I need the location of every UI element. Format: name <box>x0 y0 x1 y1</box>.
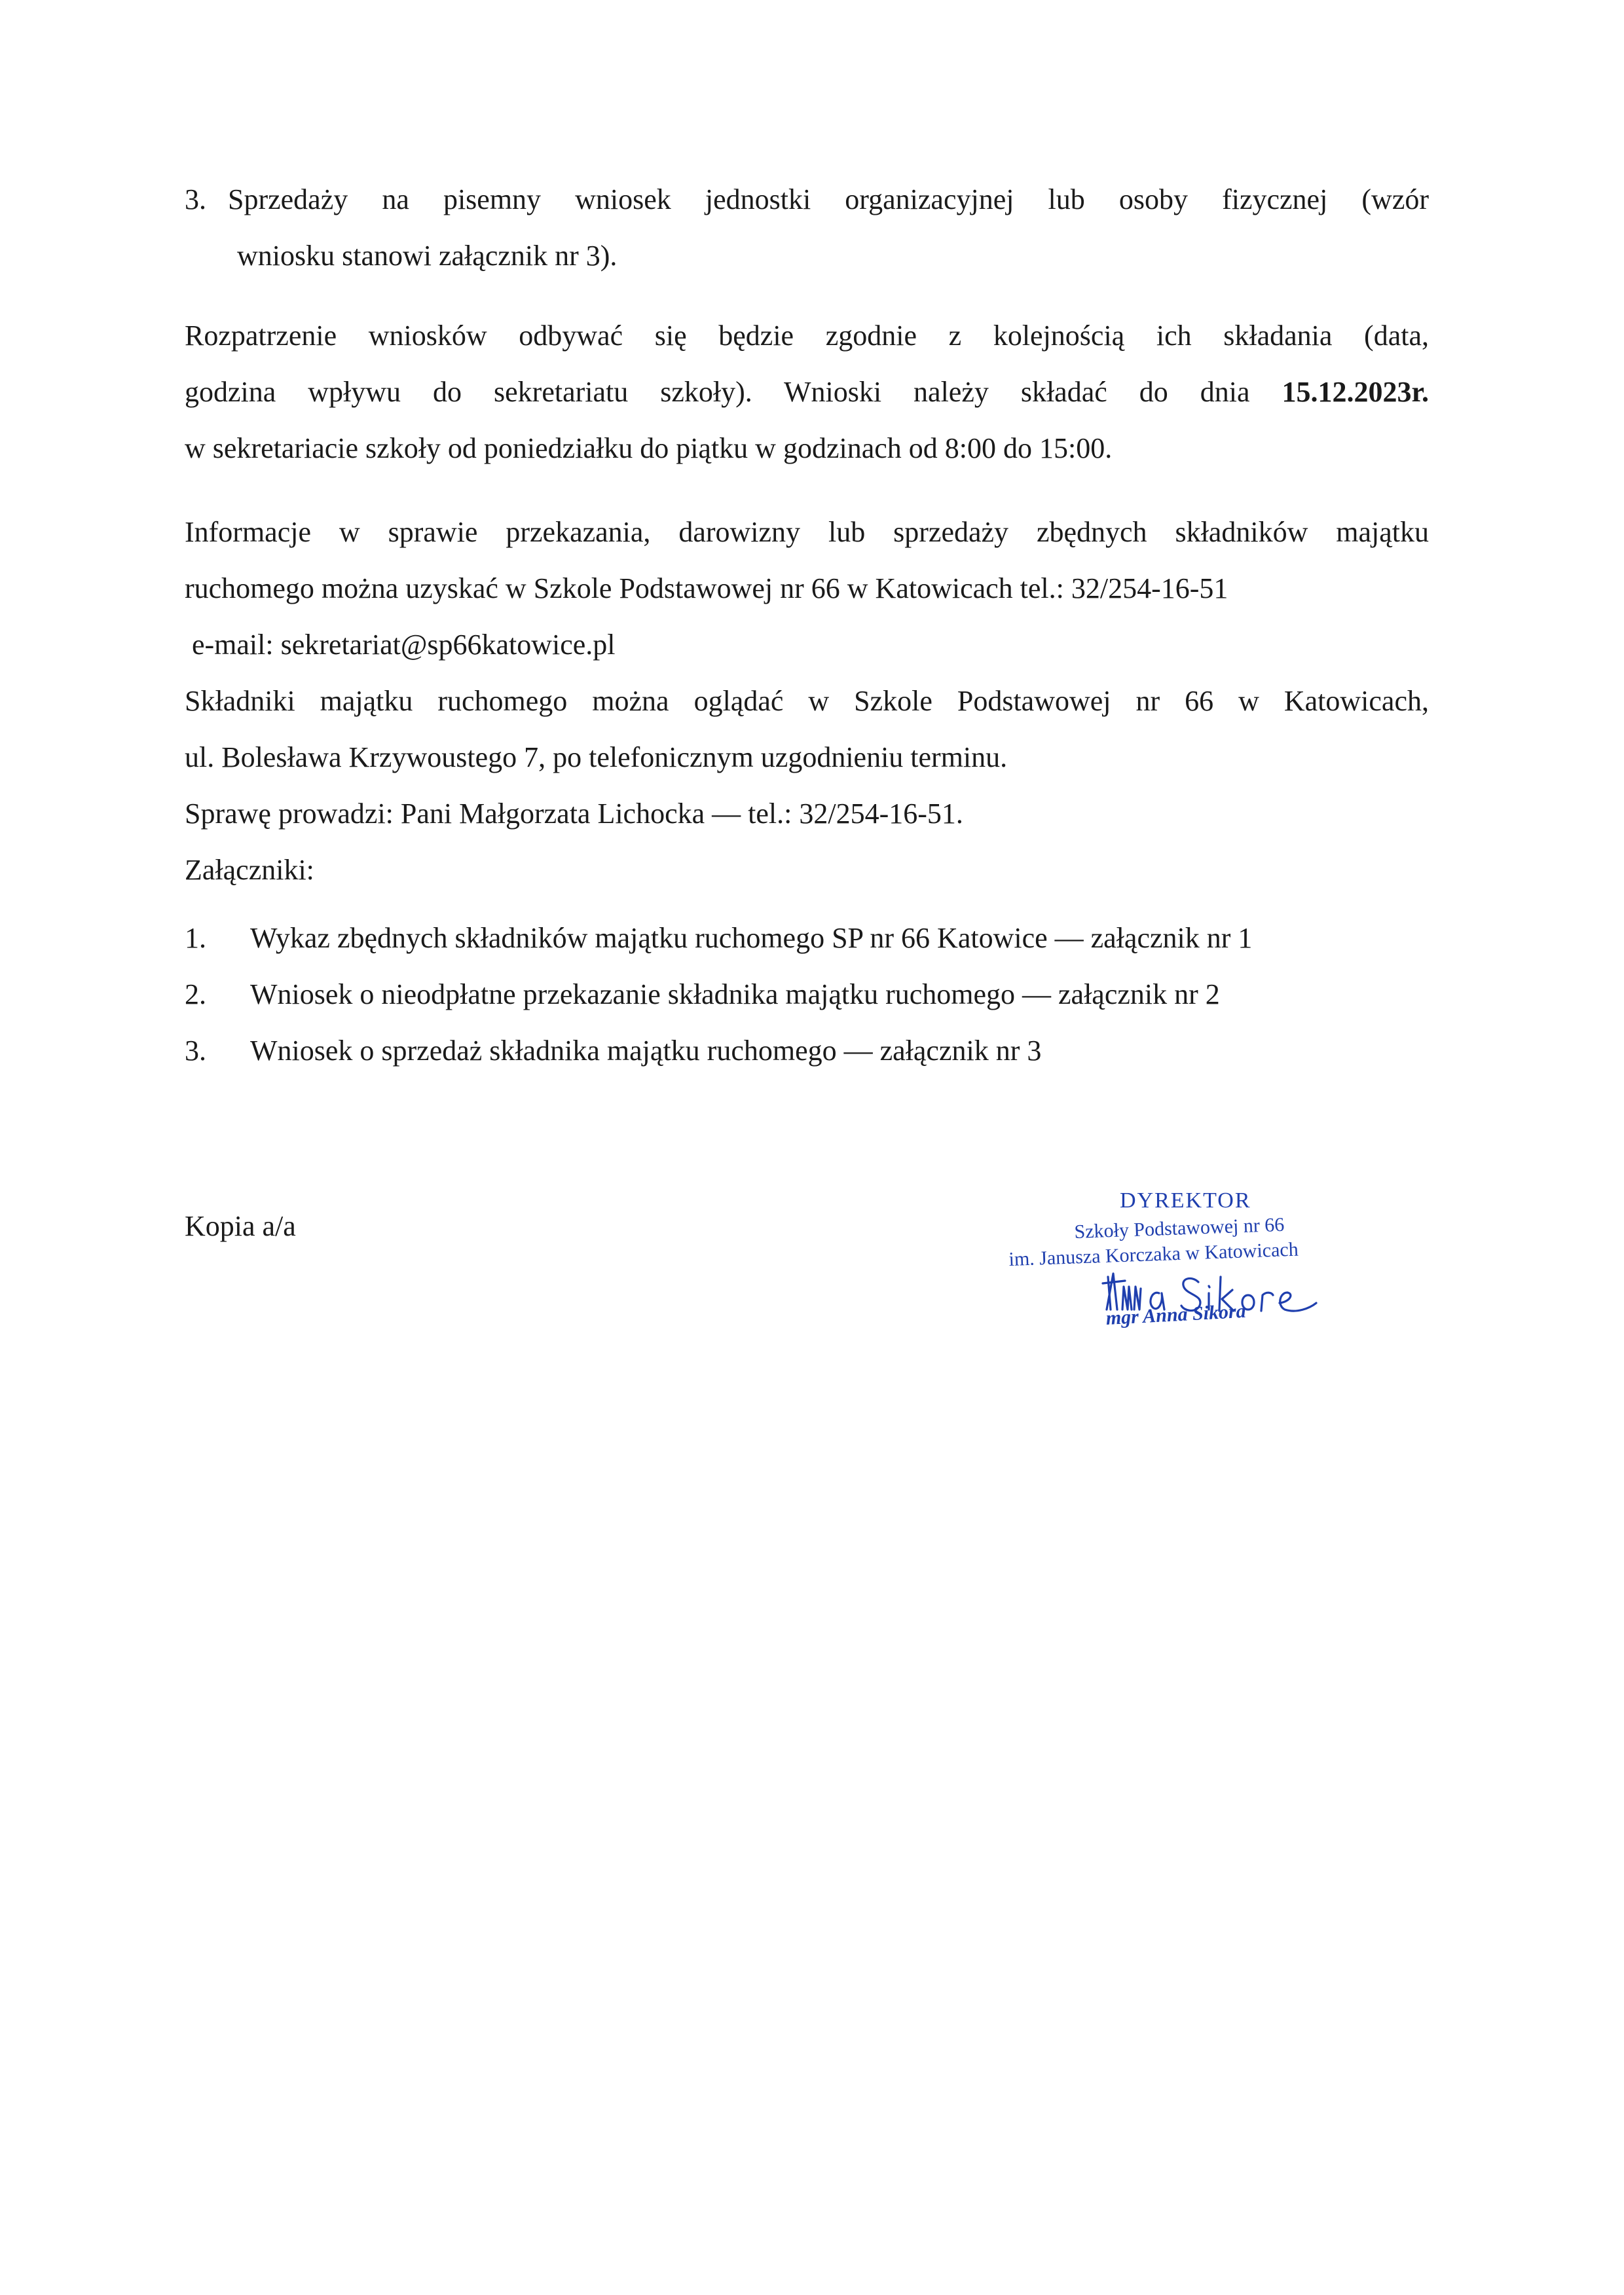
paragraph1-line3: w sekretariacie szkoły od poniedziałku do piątku w godzinach od 8:00 do 15:00. <box>185 432 1113 464</box>
attachment-number: 1. <box>185 922 206 954</box>
item3-number: 3. <box>185 183 206 215</box>
paragraph1-line1: Rozpatrzenie wniosków odbywać się będzie zgodnie z kolejnością ich składania (data, <box>185 320 1429 352</box>
stamp-school-patron: im. Janusza Korczaka w Katowicach <box>1008 1238 1299 1270</box>
attachment-item <box>185 966 1429 1023</box>
attachment-number: 2. <box>185 978 206 1010</box>
paragraph-review <box>185 308 1429 477</box>
attachment-text: Wykaz zbędnych składników majątku ruchomego SP nr 66 Katowice — załącznik nr 1 <box>250 922 1253 954</box>
stamp-title: DYREKTOR <box>1120 1188 1251 1213</box>
attachments-list <box>185 910 1429 1079</box>
paragraph1-line2 <box>185 364 1429 420</box>
paragraph2-line1: Informacje w sprawie przekazania, darowizny lub sprzedaży zbędnych składników majątku <box>185 516 1429 548</box>
stamp-name: mgr Anna Sikora <box>1105 1300 1247 1329</box>
paragraph-information <box>185 504 1429 898</box>
paragraph2-line2: ruchomego można uzyskać w Szkole Podstawowej nr 66 w Katowicach tel.: 32/254-16-51 <box>185 572 1228 604</box>
address-line: ul. Bolesława Krzywoustego 7, po telefonicznym uzgodnieniu terminu. <box>185 741 1008 773</box>
item3-text-line1: Sprzedaży na pisemny wniosek jednostki organizacyjnej lub osoby fizycznej (wzór <box>228 183 1429 215</box>
attachments-heading: Załączniki: <box>185 854 314 886</box>
contact-person-line: Sprawę prowadzi: Pani Małgorzata Lichocka — tel.: 32/254-16-51. <box>185 798 963 830</box>
deadline-date: 15.12.2023r. <box>1282 376 1430 408</box>
attachment-text: Wniosek o sprzedaż składnika majątku ruchomego — załącznik nr 3 <box>250 1035 1042 1067</box>
attachment-text: Wniosek o nieodpłatne przekazanie składnika majątku ruchomego — załącznik nr 2 <box>250 978 1220 1010</box>
item3-line2: wniosku stanowi załącznik nr 3). <box>237 240 618 272</box>
list-item-3 <box>185 172 1429 284</box>
paragraph1-line2-text: godzina wpływu do sekretariatu szkoły). Wnioski należy składać do dnia <box>185 376 1250 408</box>
email-line: e-mail: sekretariat@sp66katowice.pl <box>185 629 616 661</box>
paragraph2-line4: Składniki majątku ruchomego można oglądać w Szkole Podstawowej nr 66 w Katowicach, <box>185 685 1429 717</box>
attachment-item <box>185 1023 1429 1079</box>
attachment-number: 3. <box>185 1035 206 1067</box>
stamp-school: Szkoły Podstawowej nr 66 <box>1074 1213 1285 1243</box>
attachment-item <box>185 910 1429 966</box>
director-stamp <box>1008 1188 1401 1359</box>
copy-note: Kopia a/a <box>185 1210 296 1242</box>
item3-line1 <box>185 172 1429 228</box>
